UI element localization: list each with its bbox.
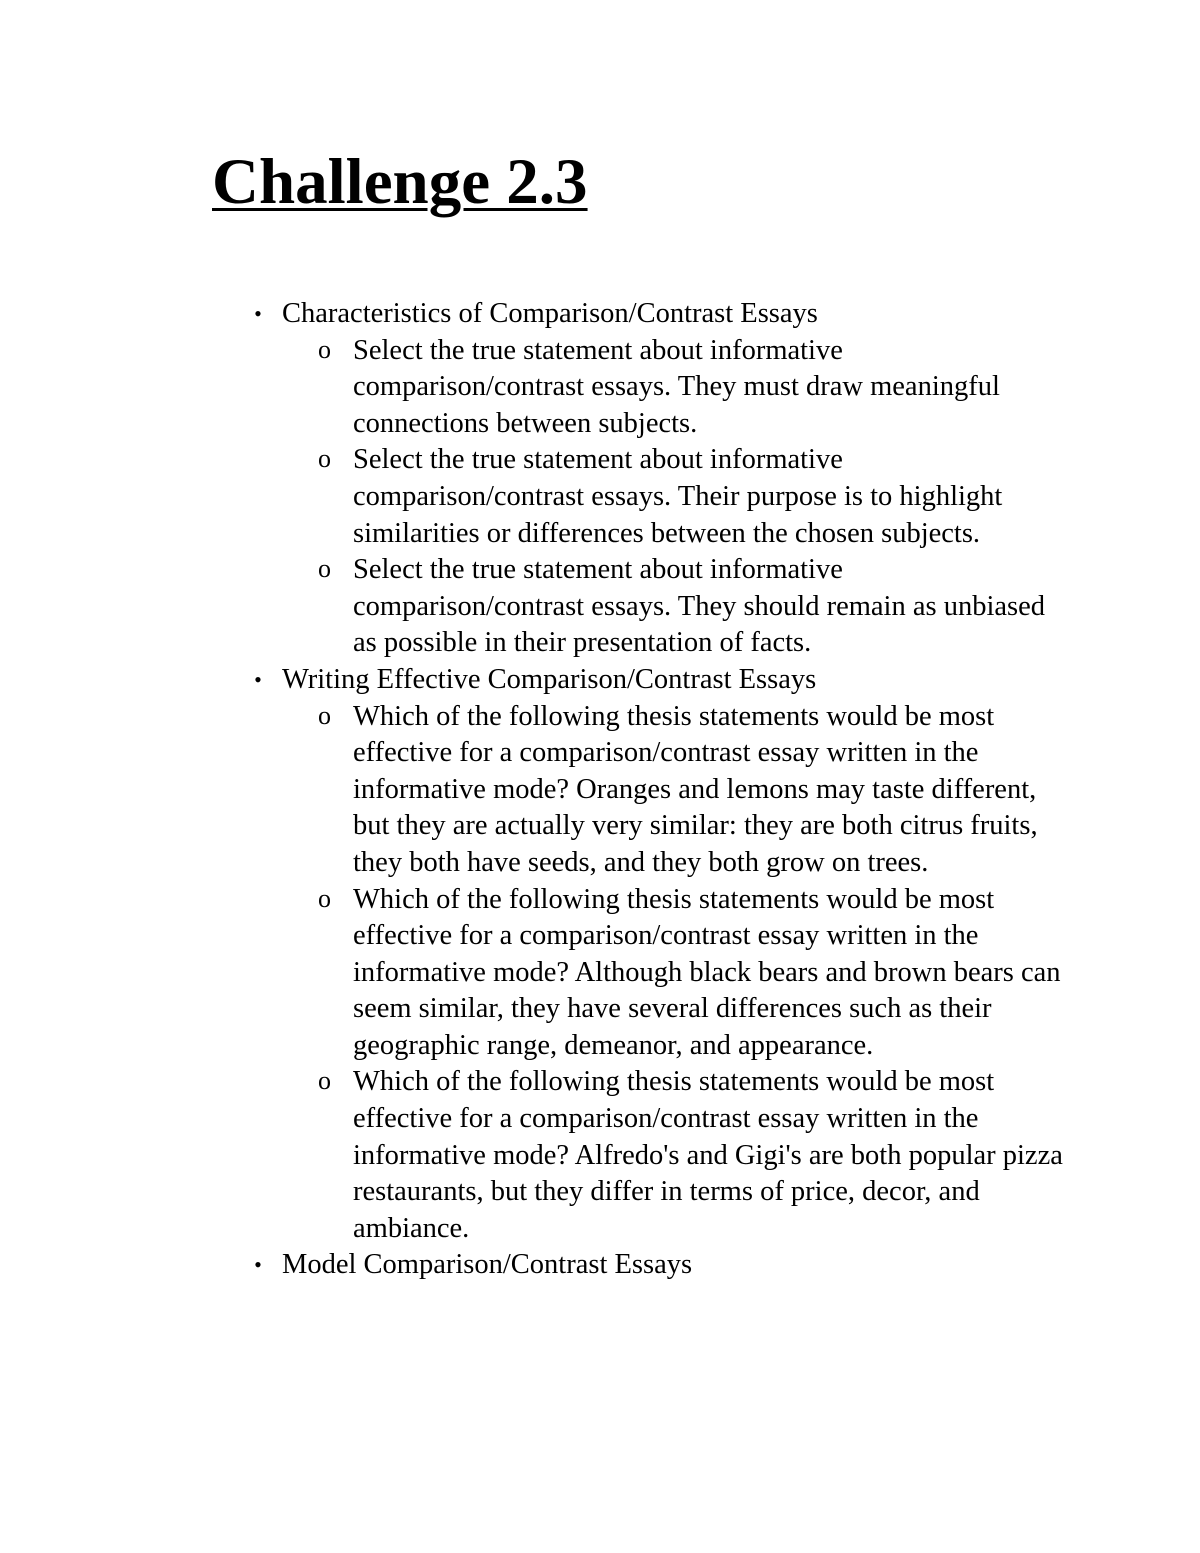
section-characteristics — [0, 296, 1200, 662]
list-item — [0, 882, 1200, 1065]
document-title: Challenge 2.3 — [212, 146, 588, 218]
list-item — [0, 552, 1200, 662]
bullet-icon: • — [254, 1252, 262, 1278]
bullet-icon: • — [254, 301, 262, 326]
list-item — [0, 699, 1200, 882]
list-item-text: Select the true statement about informative comparison/contrast essays. They should remain as unbiased as possible in their presentation of facts. — [353, 554, 1046, 659]
section-label: Writing Effective Comparison/Contrast Essays — [282, 663, 817, 695]
list-item — [0, 1064, 1200, 1247]
section-label: Characteristics of Comparison/Contrast Essays — [282, 298, 818, 329]
list-item-text: Which of the following thesis statements would be most effective for a comparison/contrast essay written in the informative mode? Alfredo's and Gigi's are both popular pizza restaurants, but they differ in terms of price, decor, and ambiance. — [353, 1066, 1063, 1244]
sub-bullet-icon: o — [318, 883, 331, 913]
list-item — [0, 333, 1200, 443]
sub-bullet-icon: o — [318, 444, 331, 474]
sub-bullet-icon: o — [318, 334, 331, 364]
section-model-essays — [0, 1247, 1200, 1284]
sub-bullet-icon: o — [318, 554, 331, 584]
list-item-text: Select the true statement about informative comparison/contrast essays. Their purpose is to highlight similarities or differences between the chosen subjects. — [353, 444, 1003, 549]
list-item — [0, 442, 1200, 552]
list-item-text: Which of the following thesis statements would be most effective for a comparison/contrast essay written in the informative mode? Oranges and lemons may taste different, but they are actually very similar: they are both citrus fruits, they both have seeds, and they both grow on trees. — [353, 700, 1038, 878]
list-item-text: Select the true statement about informative comparison/contrast essays. They must draw meaningful connections between subjects. — [353, 334, 1000, 439]
section-label: Model Comparison/Contrast Essays — [282, 1249, 693, 1281]
outline-list — [0, 296, 1200, 1284]
section-writing-effective — [0, 662, 1200, 1248]
list-item-text: Which of the following thesis statements would be most effective for a comparison/contrast essay written in the informative mode? Although black bears and brown bears can seem similar, they have several differences such as their geographic range, demeanor, and appearance. — [353, 883, 1061, 1061]
sub-bullet-icon: o — [318, 1066, 331, 1096]
sub-bullet-icon: o — [318, 700, 331, 730]
bullet-icon: • — [254, 666, 262, 692]
